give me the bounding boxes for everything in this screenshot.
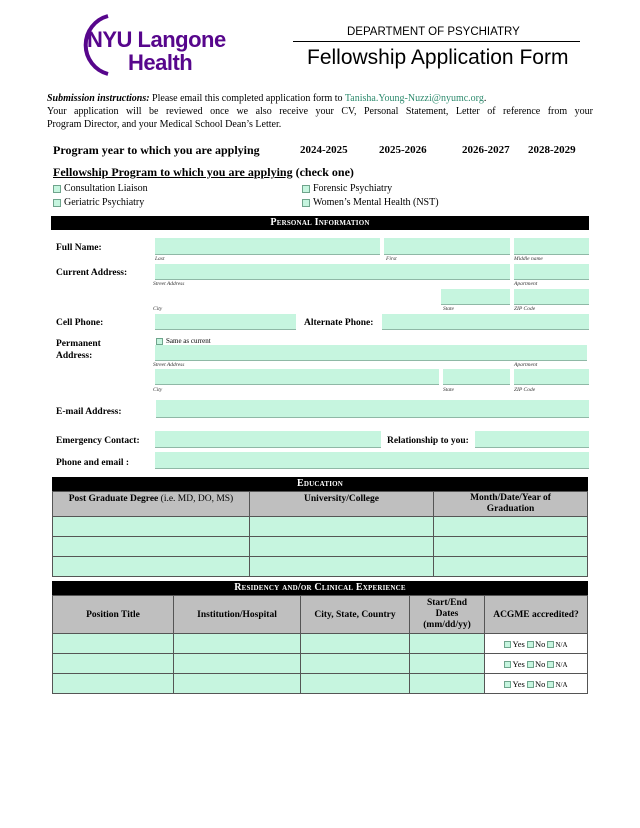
residency-col-location: City, State, Country [301,596,410,634]
checkbox-icon[interactable] [302,185,310,193]
current-apartment-field[interactable] [514,264,589,280]
institution-cell[interactable] [174,674,301,694]
checkbox-icon[interactable] [547,661,554,668]
dates-cell[interactable] [410,674,485,694]
table-row [53,654,588,674]
department-name: DEPARTMENT OF PSYCHIATRY [347,26,520,38]
acgme-options: Yes No N/A [485,654,588,674]
permanent-state-field[interactable] [443,369,510,385]
acgme-options: Yes No N/A [485,674,588,694]
emergency-contact-field[interactable] [155,431,381,448]
year-option[interactable]: 2028-2029 [528,144,576,156]
caption-last: Last [155,256,165,262]
alternate-phone-field[interactable] [382,314,589,330]
instructions-line2: Your application will be reviewed once we also receive your CV, Personal Statement, Letter of reference from your [47,106,593,117]
caption-zip: ZIP Code [514,306,536,312]
checkbox-icon[interactable] [53,199,61,207]
residency-col-position: Position Title [53,596,174,634]
location-cell[interactable] [301,654,410,674]
same-as-current-checkbox[interactable]: Same as current [156,337,211,345]
table-row [53,634,588,654]
instructions-text: Please email this completed application form to [149,93,345,104]
middle-name-field[interactable] [514,238,589,255]
checkbox-icon[interactable] [547,641,554,648]
permanent-street-field[interactable] [155,345,587,361]
location-cell[interactable] [301,674,410,694]
institution-cell[interactable] [174,634,301,654]
contact-email-link[interactable]: Tanisha.Young-Nuzzi@nyumc.org [344,93,484,104]
current-state-field[interactable] [441,289,510,305]
education-header: Education [52,477,588,491]
institution-cell[interactable] [174,654,301,674]
checkbox-icon[interactable] [527,661,534,668]
table-row [53,537,588,557]
dates-cell[interactable] [410,634,485,654]
nyu-logo [74,12,234,78]
checkbox-icon[interactable] [156,338,163,345]
year-option[interactable]: 2025-2026 [379,144,427,156]
email-label: E-mail Address: [56,407,122,417]
current-street-field[interactable] [155,264,510,280]
fellowship-option[interactable]: Women’s Mental Health (NST) [302,197,439,208]
phone-email-field[interactable] [155,452,589,469]
form-title: Fellowship Application Form [307,46,569,69]
graduation-cell[interactable] [434,517,588,537]
instructions-lead: Submission instructions: [47,93,150,104]
fellowship-label: Fellowship Program to which you are applying (check one) [53,165,354,179]
caption-middle: Middle name [514,256,543,262]
checkbox-icon[interactable] [302,199,310,207]
checkbox-icon[interactable] [504,641,511,648]
location-cell[interactable] [301,634,410,654]
caption-street: Street Address [153,281,185,287]
university-cell[interactable] [250,537,434,557]
university-cell[interactable] [250,517,434,537]
relationship-field[interactable] [475,431,589,448]
caption-city: City [153,387,163,393]
graduation-cell[interactable] [434,537,588,557]
alternate-phone-label: Alternate Phone: [304,318,374,328]
residency-col-institution: Institution/Hospital [174,596,301,634]
degree-cell[interactable] [53,517,250,537]
table-row [53,674,588,694]
university-cell[interactable] [250,557,434,577]
checkbox-icon[interactable] [527,641,534,648]
residency-col-acgme: ACGME accredited? [485,596,588,634]
program-year-label: Program year to which you are applying [53,143,260,157]
caption-city: City [153,306,163,312]
year-option[interactable]: 2024-2025 [300,144,348,156]
table-row [53,517,588,537]
full-name-label: Full Name: [56,243,102,253]
graduation-cell[interactable] [434,557,588,577]
caption-apartment: Apartment [514,281,538,287]
caption-zip: ZIP Code [514,387,536,393]
year-option[interactable]: 2026-2027 [462,144,510,156]
instructions: Submission instructions: Please email this completed application form to Tanisha.Young-Nuzzi@nyumc.org. Your application will be reviewed once we also receive your CV, Personal Statement, Letter of reference from your Program Director, and your Medical School Dean’s Letter. [47,93,593,130]
last-name-field[interactable] [155,238,380,255]
cell-phone-field[interactable] [155,314,296,330]
logo-line1: NYU Langone [87,27,226,52]
personal-info-header: Personal Information [51,216,589,230]
degree-cell[interactable] [53,537,250,557]
checkbox-icon[interactable] [504,681,511,688]
position-cell[interactable] [53,634,174,654]
education-col-university: University/College [250,492,434,517]
permanent-address-label: Permanent Address: [56,339,101,361]
acgme-options: Yes No N/A [485,634,588,654]
degree-cell[interactable] [53,557,250,577]
residency-col-dates: Start/End Dates (mm/dd/yy) [410,596,485,634]
caption-state: State [443,387,454,393]
fellowship-option[interactable]: Forensic Psychiatry [302,183,392,194]
fellowship-option[interactable]: Consultation Liaison [53,183,148,194]
position-cell[interactable] [53,654,174,674]
relationship-label: Relationship to you: [387,436,469,446]
checkbox-icon[interactable] [527,681,534,688]
residency-header: Residency and/or Clinical Experience [52,581,588,595]
emergency-contact-label: Emergency Contact: [56,436,140,446]
caption-apartment: Apartment [514,362,538,368]
caption-street: Street Address [153,362,185,368]
caption-state: State [443,306,454,312]
instructions-line3: Program Director, and your Medical School Dean’s Letter. [47,119,282,130]
checkbox-icon[interactable] [547,681,554,688]
header-rule [293,41,580,42]
education-table [52,491,588,577]
residency-table [52,595,588,694]
permanent-city-field[interactable] [155,369,439,385]
current-address-label: Current Address: [56,268,128,278]
logo-line2: Health [128,50,193,75]
checkbox-icon[interactable] [504,661,511,668]
phone-email-label: Phone and email : [56,458,130,468]
cell-phone-label: Cell Phone: [56,318,104,328]
email-field[interactable] [156,400,589,418]
checkbox-icon[interactable] [53,185,61,193]
current-zip-field[interactable] [514,289,589,305]
fellowship-option[interactable]: Geriatric Psychiatry [53,197,144,208]
position-cell[interactable] [53,674,174,694]
caption-first: First [386,256,397,262]
permanent-zip-field[interactable] [514,369,589,385]
first-name-field[interactable] [384,238,510,255]
dates-cell[interactable] [410,654,485,674]
education-col-graduation: Month/Date/Year of Graduation [434,492,588,517]
table-row [53,557,588,577]
education-col-degree: Post Graduate Degree (i.e. MD, DO, MS) [53,492,250,517]
